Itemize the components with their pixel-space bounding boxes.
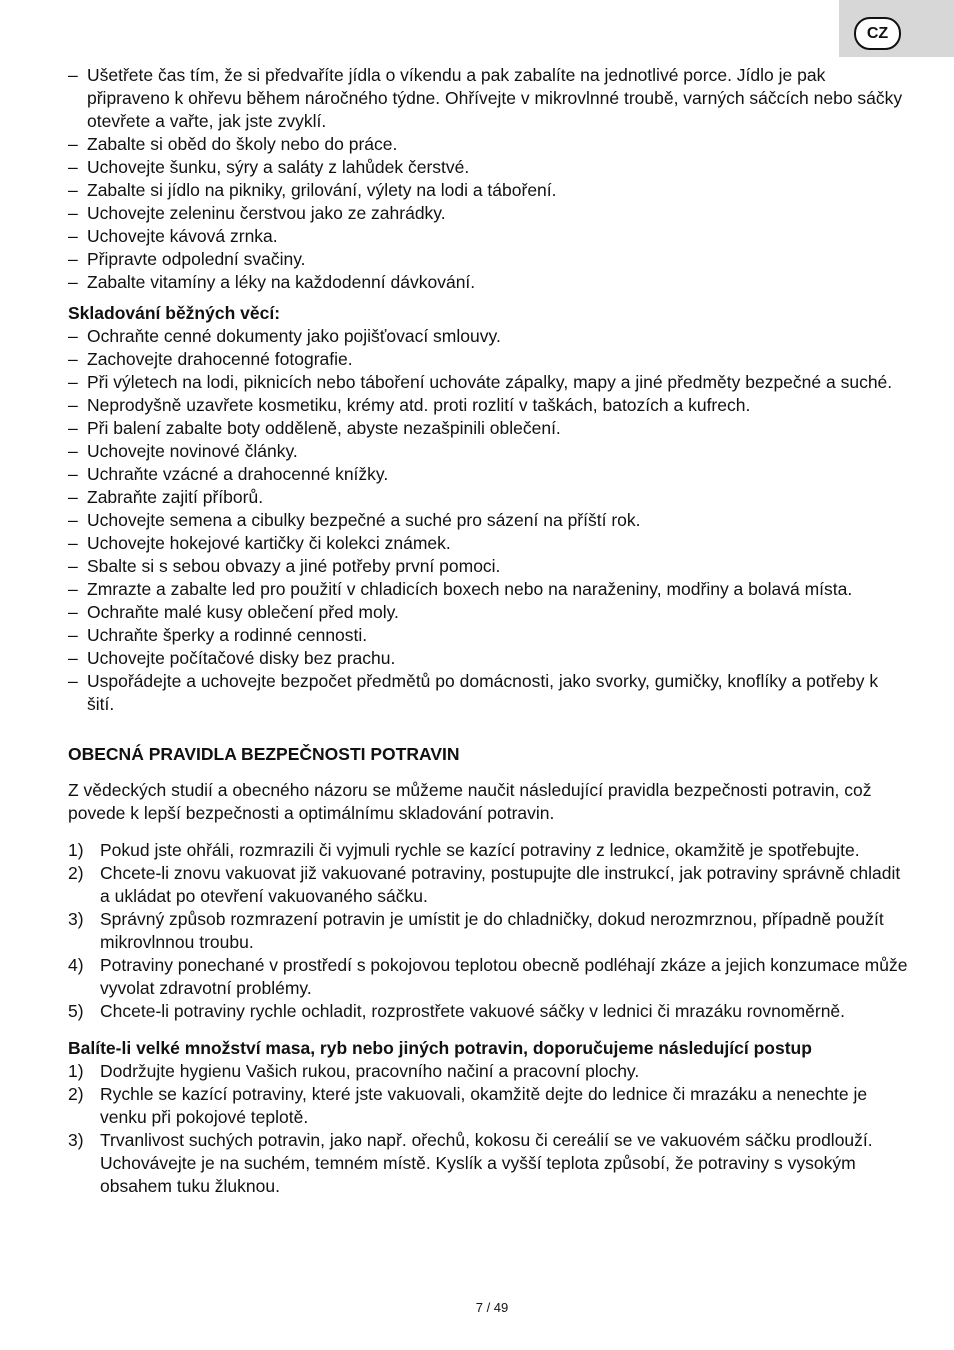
item-text: Pokud jste ohřáli, rozmrazili či vyjmuli rychle se kazící potraviny z lednice, okamžitě je spotřebujte. <box>100 840 860 860</box>
list-item: – Uchovejte semena a cibulky bezpečné a suché pro sázení na příští rok. <box>68 509 908 532</box>
list-item: – Připravte odpolední svačiny. <box>68 248 908 271</box>
item-text: Rychle se kazící potraviny, které jste vakuovali, okamžitě dejte do lednice či mrazáku a nenechte je venku při pokojové teplotě. <box>100 1084 868 1127</box>
list-item: – Ušetřete čas tím, že si předvaříte jídla o víkendu a pak zabalíte na jednotlivé porce. Jídlo je pak připraveno k ohřevu během náročného týdne. Ohřívejte v mikrovlnné troubě, varných sáčcích nebo sáčky otevřete a vařte, jak jste zvyklí. <box>68 64 908 133</box>
item-number: 5) <box>68 1001 84 1021</box>
list-item: – Zabalte si jídlo na pikniky, grilování, výlety na lodi a táboření. <box>68 179 908 202</box>
item-text: Potraviny ponechané v prostředí s pokojovou teplotou obecně podléhají zkáze a jejich konzumace může vyvolat zdravotní problémy. <box>100 955 908 998</box>
list-item: – Sbalte si s sebou obvazy a jiné potřeby první pomoci. <box>68 555 908 578</box>
intro-list <box>68 64 908 294</box>
list-item: – Zabalte vitamíny a léky na každodenní dávkování. <box>68 271 908 294</box>
numbered-item <box>68 908 908 954</box>
numbered-item <box>68 839 908 862</box>
safety-heading: OBECNÁ PRAVIDLA BEZPEČNOSTI POTRAVIN <box>68 744 460 764</box>
list-item: – Zabalte si oběd do školy nebo do práce. <box>68 133 908 156</box>
language-tab <box>839 0 954 57</box>
item-number: 2) <box>68 863 84 883</box>
list-item: – Ochraňte cenné dokumenty jako pojišťovací smlouvy. <box>68 325 908 348</box>
numbered-item <box>68 862 908 908</box>
storage-heading: Skladování běžných věcí: <box>68 303 281 323</box>
item-number: 3) <box>68 1130 84 1150</box>
list-item: – Uchovejte šunku, sýry a saláty z lahůdek čerstvé. <box>68 156 908 179</box>
list-item: – Zachovejte drahocenné fotografie. <box>68 348 908 371</box>
bulk-steps-list <box>68 1060 908 1198</box>
list-item: – Zabraňte zajití příborů. <box>68 486 908 509</box>
item-text: Chcete-li znovu vakuovat již vakuované potraviny, postupujte dle instrukcí, jak potraviny správně chladit a ukládat po otevření vakuovaného sáčku. <box>100 863 901 906</box>
list-item: – Neprodyšně uzavřete kosmetiku, krémy atd. proti rozlití v taškách, batozích a kufrech. <box>68 394 908 417</box>
item-number: 3) <box>68 909 84 929</box>
numbered-item <box>68 954 908 1000</box>
numbered-item <box>68 1129 908 1198</box>
list-item: – Uchraňte vzácné a drahocenné knížky. <box>68 463 908 486</box>
item-text: Chcete-li potraviny rychle ochladit, rozprostřete vakuové sáčky v lednici či mrazáku rovnoměrně. <box>100 1001 846 1021</box>
item-number: 1) <box>68 840 84 860</box>
list-item: – Uchovejte počítačové disky bez prachu. <box>68 647 908 670</box>
item-number: 2) <box>68 1084 84 1104</box>
item-text: Trvanlivost suchých potravin, jako např. ořechů, kokosu či cereálií se ve vakuovém sáčku prodlouží. Uchovávejte je na suchém, temném místě. Kyslík a vyšší teplota způsobí, že potraviny s vysokým obsahem tuku žluknou. <box>100 1130 873 1196</box>
storage-list <box>68 325 908 716</box>
safety-rules-list <box>68 839 908 1023</box>
list-item: – Uchovejte novinové články. <box>68 440 908 463</box>
language-badge: CZ <box>854 17 901 50</box>
list-item: – Uspořádejte a uchovejte bezpočet předmětů po domácnosti, jako svorky, gumičky, knoflíky a potřeby k šití. <box>68 670 908 716</box>
bulk-heading: Balíte-li velké množství masa, ryb nebo jiných potravin, doporučujeme následující postup <box>68 1038 812 1058</box>
list-item: – Ochraňte malé kusy oblečení před moly. <box>68 601 908 624</box>
list-item: – Uchovejte kávová zrnka. <box>68 225 908 248</box>
list-item: – Při výletech na lodi, piknicích nebo táboření uchováte zápalky, mapy a jiné předměty bezpečné a suché. <box>68 371 908 394</box>
item-text: Dodržujte hygienu Vašich rukou, pracovního načiní a pracovní plochy. <box>100 1061 640 1081</box>
numbered-item <box>68 1000 908 1023</box>
page-content <box>68 64 908 1198</box>
item-number: 4) <box>68 955 84 975</box>
page-number: 7 / 49 <box>475 1300 509 1315</box>
numbered-item <box>68 1060 908 1083</box>
list-item: – Při balení zabalte boty odděleně, abyste nezašpinili oblečení. <box>68 417 908 440</box>
list-item: – Uchovejte hokejové kartičky či kolekci známek. <box>68 532 908 555</box>
list-item: – Zmrazte a zabalte led pro použití v chladicích boxech nebo na naraženiny, modřiny a bolavá místa. <box>68 578 908 601</box>
numbered-item <box>68 1083 908 1129</box>
list-item: – Uchovejte zeleninu čerstvou jako ze zahrádky. <box>68 202 908 225</box>
item-text: Správný způsob rozmrazení potravin je umístit je do chladničky, dokud nerozmrznou, případně použít mikrovlnnou troubu. <box>100 909 884 952</box>
safety-intro: Z vědeckých studií a obecného názoru se můžeme naučit následující pravidla bezpečnosti potravin, což povede k lepší bezpečnosti a optimálnímu skladování potravin. <box>68 780 872 823</box>
item-number: 1) <box>68 1061 84 1081</box>
list-item: – Uchraňte šperky a rodinné cennosti. <box>68 624 908 647</box>
